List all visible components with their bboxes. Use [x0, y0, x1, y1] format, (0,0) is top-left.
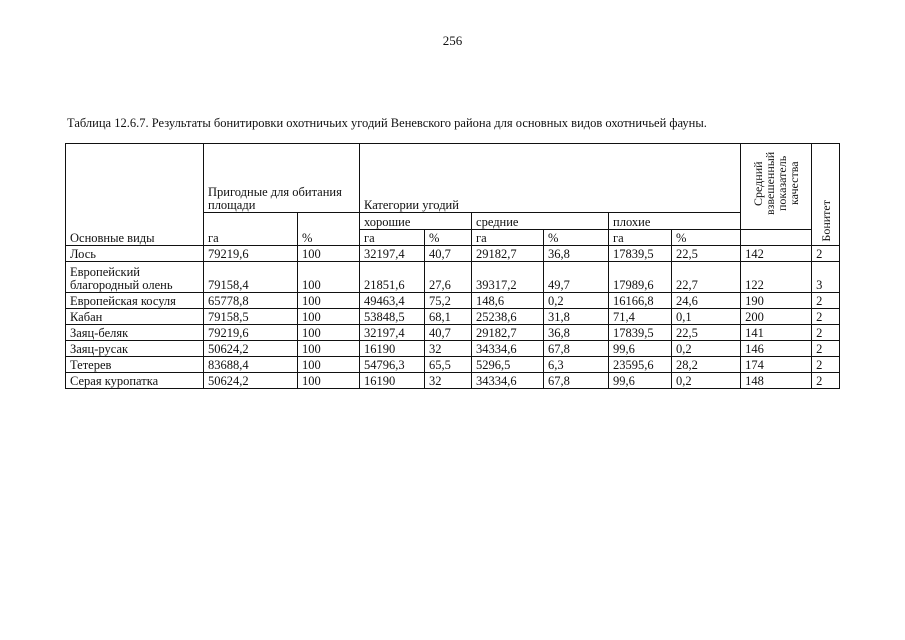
poor-pct: 0,2 [672, 373, 741, 389]
species-name: Кабан [66, 309, 204, 325]
medium-pct: 6,3 [544, 357, 609, 373]
page-number: 256 [442, 33, 463, 48]
poor-ha: 17839,5 [609, 246, 672, 262]
medium-pct: 31,8 [544, 309, 609, 325]
header-poor-pct: % [672, 230, 741, 246]
header-bonitet: Бонитет [812, 144, 840, 246]
bonitet-value: 2 [812, 246, 840, 262]
area-pct: 100 [298, 262, 360, 293]
poor-ha: 99,6 [609, 373, 672, 389]
header-medium: средние [472, 213, 609, 230]
area-ha: 65778,8 [204, 293, 298, 309]
poor-pct: 22,5 [672, 325, 741, 341]
area-ha: 50624,2 [204, 373, 298, 389]
medium-pct: 36,8 [544, 325, 609, 341]
species-name: Европейский благородный олень [66, 262, 204, 293]
good-ha: 21851,6 [360, 262, 425, 293]
table-row [66, 246, 840, 262]
species-name: Заяц-русак [66, 341, 204, 357]
bonitet-value: 2 [812, 309, 840, 325]
weighted-value: 190 [741, 293, 812, 309]
area-pct: 100 [298, 246, 360, 262]
good-ha: 32197,4 [360, 325, 425, 341]
weighted-value: 146 [741, 341, 812, 357]
header-poor-ha: га [609, 230, 672, 246]
medium-ha: 148,6 [472, 293, 544, 309]
table-row [66, 262, 840, 293]
poor-ha: 99,6 [609, 341, 672, 357]
header-ha: га [204, 213, 298, 246]
table-row [66, 293, 840, 309]
bonitet-value: 3 [812, 262, 840, 293]
header-good: хорошие [360, 213, 472, 230]
poor-ha: 23595,6 [609, 357, 672, 373]
medium-ha: 29182,7 [472, 325, 544, 341]
area-pct: 100 [298, 373, 360, 389]
header-good-pct: % [425, 230, 472, 246]
species-name: Заяц-беляк [66, 325, 204, 341]
species-name: Серая куропатка [66, 373, 204, 389]
table-row [66, 341, 840, 357]
poor-pct: 22,7 [672, 262, 741, 293]
table-caption: Таблица 12.6.7. Результаты бонитировки охотничьих угодий Веневского района для основных видов охотничьей фауны. [67, 116, 707, 130]
area-ha: 79219,6 [204, 325, 298, 341]
bonitet-value: 2 [812, 325, 840, 341]
table-row [66, 325, 840, 341]
header-suitable: Пригодные для обитания площади [204, 144, 360, 213]
species-name: Европейская косуля [66, 293, 204, 309]
poor-pct: 0,1 [672, 309, 741, 325]
header-species: Основные виды [66, 144, 204, 246]
header-medium-pct: % [544, 230, 609, 246]
medium-ha: 34334,6 [472, 341, 544, 357]
good-ha: 49463,4 [360, 293, 425, 309]
header-good-ha: га [360, 230, 425, 246]
medium-pct: 67,8 [544, 373, 609, 389]
poor-ha: 16166,8 [609, 293, 672, 309]
area-ha: 79158,4 [204, 262, 298, 293]
medium-pct: 67,8 [544, 341, 609, 357]
bonitet-value: 2 [812, 373, 840, 389]
poor-pct: 0,2 [672, 341, 741, 357]
medium-ha: 34334,6 [472, 373, 544, 389]
area-pct: 100 [298, 357, 360, 373]
area-pct: 100 [298, 309, 360, 325]
header-pct: % [298, 213, 360, 246]
species-name: Лось [66, 246, 204, 262]
poor-ha: 17989,6 [609, 262, 672, 293]
area-ha: 83688,4 [204, 357, 298, 373]
area-ha: 79219,6 [204, 246, 298, 262]
header-weighted-blank [741, 230, 812, 246]
area-pct: 100 [298, 325, 360, 341]
good-ha: 54796,3 [360, 357, 425, 373]
bonitet-value: 2 [812, 357, 840, 373]
medium-pct: 36,8 [544, 246, 609, 262]
medium-pct: 0,2 [544, 293, 609, 309]
weighted-value: 200 [741, 309, 812, 325]
good-pct: 75,2 [425, 293, 472, 309]
header-poor: плохие [609, 213, 741, 230]
good-pct: 40,7 [425, 325, 472, 341]
good-ha: 16190 [360, 373, 425, 389]
medium-ha: 29182,7 [472, 246, 544, 262]
weighted-value: 142 [741, 246, 812, 262]
bonitet-table [65, 143, 840, 389]
area-pct: 100 [298, 341, 360, 357]
medium-ha: 25238,6 [472, 309, 544, 325]
poor-pct: 22,5 [672, 246, 741, 262]
table-row [66, 357, 840, 373]
weighted-value: 141 [741, 325, 812, 341]
area-pct: 100 [298, 293, 360, 309]
good-pct: 32 [425, 341, 472, 357]
table-row [66, 373, 840, 389]
good-pct: 27,6 [425, 262, 472, 293]
poor-pct: 28,2 [672, 357, 741, 373]
weighted-value: 122 [741, 262, 812, 293]
good-pct: 65,5 [425, 357, 472, 373]
medium-ha: 5296,5 [472, 357, 544, 373]
good-pct: 68,1 [425, 309, 472, 325]
weighted-value: 174 [741, 357, 812, 373]
header-medium-ha: га [472, 230, 544, 246]
good-ha: 53848,5 [360, 309, 425, 325]
bonitet-value: 2 [812, 341, 840, 357]
good-ha: 16190 [360, 341, 425, 357]
medium-ha: 39317,2 [472, 262, 544, 293]
bonitet-value: 2 [812, 293, 840, 309]
good-pct: 40,7 [425, 246, 472, 262]
good-pct: 32 [425, 373, 472, 389]
medium-pct: 49,7 [544, 262, 609, 293]
poor-ha: 17839,5 [609, 325, 672, 341]
species-name: Тетерев [66, 357, 204, 373]
area-ha: 50624,2 [204, 341, 298, 357]
weighted-value: 148 [741, 373, 812, 389]
good-ha: 32197,4 [360, 246, 425, 262]
header-weighted: Средний взвешенный показатель качества [741, 144, 812, 230]
poor-ha: 71,4 [609, 309, 672, 325]
table-row [66, 309, 840, 325]
header-categories: Категории угодий [360, 144, 741, 213]
area-ha: 79158,5 [204, 309, 298, 325]
poor-pct: 24,6 [672, 293, 741, 309]
